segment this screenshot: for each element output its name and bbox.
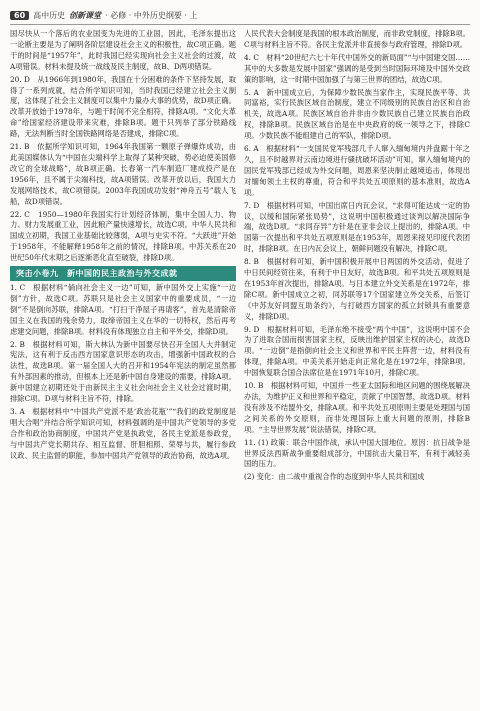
brand-logo: 创新课堂 bbox=[69, 10, 102, 20]
answer-3: 3. A 根据材料中“中国共产党派不是‘政治花瓶’”“我们的政党制度是唱大合唱”并结合所学知识可知，材料强调的是中国共产党领导的多党合作和政治协商制度，中国共产党是执政党，各民主党派是参政党，与中国共产党长期共存、相互监督、肝胆相照、荣辱与共，履行参政议政、民主监督的职能，参加中国共产党领导的政治协商，故选A项。 bbox=[10, 407, 236, 460]
answer-20: 20. D 从1966年到1980年，我国在十分困难的条件下坚持发展，取得了一系列成就，结合所学知识可知，当时我国已经建立社会主义制度，这体现了社会主义制度可以集中力量办大事的优势，故D项正确。改革开放始于1978年，与题干时间不完全相符，排除A项。“文化大革命”给国家经济建设带来灾难，排除B项。题干只列举了部分铁路线路，无法判断当时全国铁路网络是否建成，排除C项。 bbox=[10, 74, 236, 139]
answer-4: 4. C 材料“20世纪六七十年代中国外交的新局面”“与中国建交国……其中的大多数是发展中国家”强调的是受到当时国际环境及中国外交政策的影响，这一时期中国加强了与第三世界的团结，故选C项。 bbox=[244, 52, 470, 84]
answer-2: 2. B 根据材料可知，斯大林认为新中国要尽快召开全国人大并制定宪法，这有利于反击西方国家意识形态的攻击，增强新中国政权的合法性，故选B项。第一届全国人大的召开和1954年宪法的制定虽然都有外部因素的推动，但根本上还是新中国自身建设的需要，排除A项。新中国建立初期还处于由新民主主义社会向社会主义社会过渡时期，排除C项。D项与材料主旨不符，排除。 bbox=[10, 339, 236, 404]
answer-9: 9. D 根据材料可知，毛泽东绝不接受“两个中国”，这说明中国不会为了进取合国而损害国家主权，反映出维护国家主权的决心，故选D项。“一边倒”是指倒向社会主义和世界和平民主阵营一边，材料没有体现，排除A项。中美关系开始走向正常化是在1972年，排除B项。中国恢复联合国合法席位是在1971年10月，排除C项。 bbox=[244, 324, 470, 378]
book-title: · 必修 · 中外历史纲要 · 上 bbox=[105, 10, 198, 20]
section-heading: 突击小卷九 新中国的民主政治与外交成就 bbox=[10, 266, 236, 281]
answer-11-1: 11. (1) 政策：联合中国作战，承认中国大国地位。原因：抗日战争是世界反法西斯战争重要组成部分，中国抗击大量日军，有利于减轻美国的压力。 bbox=[244, 437, 470, 469]
answer-3-cont: 人民代表大会制度是我国的根本政治制度，而非政党制度，排除B项。C项与材料主旨不符。各民主党派并非直接参与政府管理，排除D项。 bbox=[244, 29, 470, 49]
answer-6: 6. A 根据材料“一支国民党军残部几千人窜入缅甸境内并盘踞十年之久，且不时越界对云南边境进行骚扰破坏活动”可知，窜入缅甸境内的国民党军残部已经成为外交问题，周恩来坚决制止越境追击，体现出对缅甸领土主权的尊重，符合和平共处五项原则的基本准则，故选A项。 bbox=[244, 144, 470, 197]
left-column bbox=[10, 29, 236, 485]
answer-paragraph: 国尽快从一个落后的农业国变为先进的工业国，因此，毛泽东提出这一论断主要是为了阐明各阶层建设社会主义的积极性，故C项正确。题干的时间是“1957年”，此时我国已经实现向社会主义社会的过渡，故A项错误。材料未提及统一战线及民主制度，故B、D两项错误。 bbox=[10, 29, 236, 71]
answer-1: 1. C 根据材料“倘向社会主义一边”可知，新中国外交上实施“一边倒”方针，故选C项。苏联只是社会主义国家中的重要成员，“一边倒”不是倒向苏联，排除A项。“打扫干净屋子再请客”，首先是清除帝国主义在我国的残余势力，取缔帝国主义在华的一切特权，然后再考虑建交问题，排除B项。材料没有体现独立自主和平外交，排除D项。 bbox=[10, 283, 236, 336]
answer-5: 5. A 新中国成立后，为保障少数民族当家作主，实现民族平等、共同富裕，实行民族区域自治制度，建立不同级别的民族自治区和自治机关，故选A项。民族区域自治并非由少数民族自己建立民族自治政权，排除B项。民族区域自治是在中央政府的统一领导之下，排除C项。少数民族不能组建自己的军队，排除D项。 bbox=[244, 87, 470, 141]
page-number: 60 bbox=[10, 11, 29, 20]
two-columns bbox=[10, 29, 470, 485]
answer-7: 7. D 根据材料可知，中国出席日内瓦会议，“求得可能达成一定的协议，以缓和国际紧张局势”，这说明中国积极通过谈判以解决国际争端，故选D项。“求同存异”方针是在亚非会议上提出的，排除A项。中国第一次提出和平共处五项原则是在1953年，周恩来接见印度代表团时，排除B项。在日内瓦会议上，朝鲜问题没有解决，排除C项。 bbox=[244, 200, 470, 254]
answer-21: 21. B 依据所学知识可知，1964年我国第一颗原子弹爆炸成功，由此美国媒体认为“中国在尖端科学上取得了某种突破，势必迫使美国修改它的全球战略”，故B项正确。长春第一汽车制造厂建成投产是在1956年，且不属于尖端科技，故A项错误。改革开放以后，我国大力发展网络技术，故C项错误。2003年我国成功发射“神舟五号”载人飞船，故D项错误。 bbox=[10, 142, 236, 206]
subject-label: 高中历史 bbox=[33, 10, 66, 20]
answer-8: 8. B 根据材料可知，新中国积极开展中日两国的外交活动，促进了中日民间经贸往来，有利于中日友好，故选B项。和平共处五项原则是在1953年首次提出，排除A项。与日本建立外交关系是在1972年，排除C项。新中国成立之初，同苏联等17个国家建立外交关系，后签订《中苏友好同盟互助条约》，与打破西方国家的孤立封锁具有重要意义，排除D项。 bbox=[244, 257, 470, 321]
right-column bbox=[244, 29, 470, 485]
answer-22: 22. C 1950—1980年我国实行计划经济体制，集中全国人力、物力、财力发展重工业，因此粮产量快速增长，故选C项。中华人民共和国成立初期，我国工业基础比较薄弱，A项与史实不符。“大跃进”开始于1958年，不能解释1958年之前的情况，排除B项。中苏关系在20世纪50年代末期之后逐渐恶化直至破裂，排除D项。 bbox=[10, 209, 236, 263]
answer-11-2: (2) 变化：由二战中重视合作的态度到中华人民共和国成 bbox=[244, 472, 425, 482]
answer-10: 10. B 根据材料可知，中国并一些亚太国际和地区问题的围绕展解决办法，为维护正义和世界和平稳定，贡献了中国智慧，故选D项。材料没有涉及不结盟外交，排除A项。和平共处五项原则主要是处理国与国之间关系的外交原则，而非处理国际上重大问题的原则，排除B项。“主导世界发展”说法错误，排除C项。 bbox=[244, 381, 470, 434]
page-header bbox=[10, 6, 470, 25]
